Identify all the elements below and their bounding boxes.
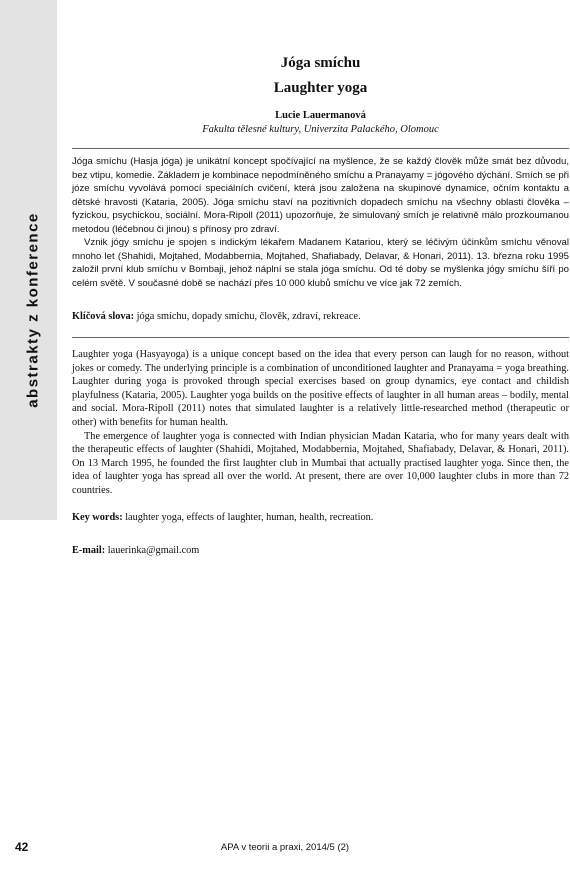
- divider-middle: [72, 337, 569, 338]
- title-english: Laughter yoga: [273, 80, 368, 96]
- author-name: Lucie Lauermanová: [275, 110, 366, 121]
- keywords-czech-label: Klíčová slova:: [72, 311, 135, 322]
- contact-email: [72, 545, 569, 556]
- sidebar-band: [0, 0, 57, 520]
- page-number: 42: [15, 840, 29, 854]
- abstract-czech-paragraph: Jóga smíchu (Hasja jóga) je unikátní koncept spočívající na myšlence, že se každý člověk může smát bez důvodu, bez vtipu, komedie. Základem je kombinace nepodmíněného smíchu a Pranayamy = jógového dýchání. Smích se při józe smíchu vyvolává pomocí speciálních cvičení, která jsou založena na skupinové dynamice, očním kontaktu a dětské hravosti (Kataria, 2005). Jóga smíchu staví na pozitivních dopadech smíchu na všechny oblasti člověka – fyzickou, psychickou, sociální. Mora-Ripoll (2011) upozorňuje, že simulovaný smích je relativně málo prozkoumanou metodou (léčebnou či jinou) s přínosy pro zdraví.: [72, 156, 569, 235]
- abstract-czech: [72, 155, 569, 290]
- title-czech: Jóga smíchu: [280, 55, 361, 71]
- keywords-english: [72, 512, 569, 523]
- journal-citation: APA v teorii a praxi, 2014/5 (2): [220, 842, 350, 853]
- keywords-czech: [72, 311, 569, 322]
- email-address[interactable]: lauerinka@gmail.com: [105, 545, 200, 556]
- abstract-english-paragraph: The emergence of laughter yoga is connected with Indian physician Madan Kataria, who for many years dealt with the therapeutic effects of laughter (Shahidi, Mojtahed, Modabbernia, Mojtahed, Shafiabady, Delavar, & Honari, 2011). On 13 March 1995, he founded the first laughter club in Mumbai that actually practised laughter yoga. Since then, the idea of laughter yoga has spread all over the world. At present, there are over 10,000 laughter clubs in more than 72 countries.: [72, 430, 569, 496]
- keywords-english-text: laughter yoga, effects of laughter, human, health, recreation.: [122, 512, 374, 523]
- email-label: E-mail:: [72, 545, 106, 556]
- abstract-czech-paragraph: Vznik jógy smíchu je spojen s indickým lékařem Madanem Katariou, který se léčivým účinkům smíchu věnoval mnoho let (Shahidi, Mojtahed, Modabbernia, Mojtahed, Shafiabady, Delavar, & Honari, 2011). 13. března roku 1995 založil první klub smíchu v Bombaji, jehož náplní se stala jóga smíchu. Od té doby se myšlenka jógy smíchu šíří po celém světě. V současné době se nachází přes 10 000 klubů smíchu ve více jak 72 zemích.: [72, 237, 569, 289]
- abstract-english-paragraph: Laughter yoga (Hasyayoga) is a unique concept based on the idea that every person can laugh for no reason, without jokes or comedy. The underlying principle is a combination of unconditioned laughter and Pranayama = yoga breathing. Laughter during yoga is provoked through special exercises based on group dynamics, eye contact and childish playfulness (Kataria, 2005). Laughter yoga builds on the positive effects of laughter in all human areas – bodily, mental and social. Mora-Ripoll (2011) notes that simulated laughter is a relatively little-researched method (therapeutic or other) with benefits for human health.: [72, 349, 569, 428]
- section-label: abstrakty z konference: [24, 212, 42, 408]
- author-affiliation: Fakulta tělesné kultury, Univerzita Palackého, Olomouc: [202, 124, 439, 135]
- divider-top: [72, 148, 569, 149]
- keywords-czech-text: jóga smíchu, dopady smíchu, člověk, zdraví, rekreace.: [134, 311, 361, 322]
- keywords-english-label: Key words:: [72, 512, 123, 523]
- abstract-english: [72, 348, 569, 498]
